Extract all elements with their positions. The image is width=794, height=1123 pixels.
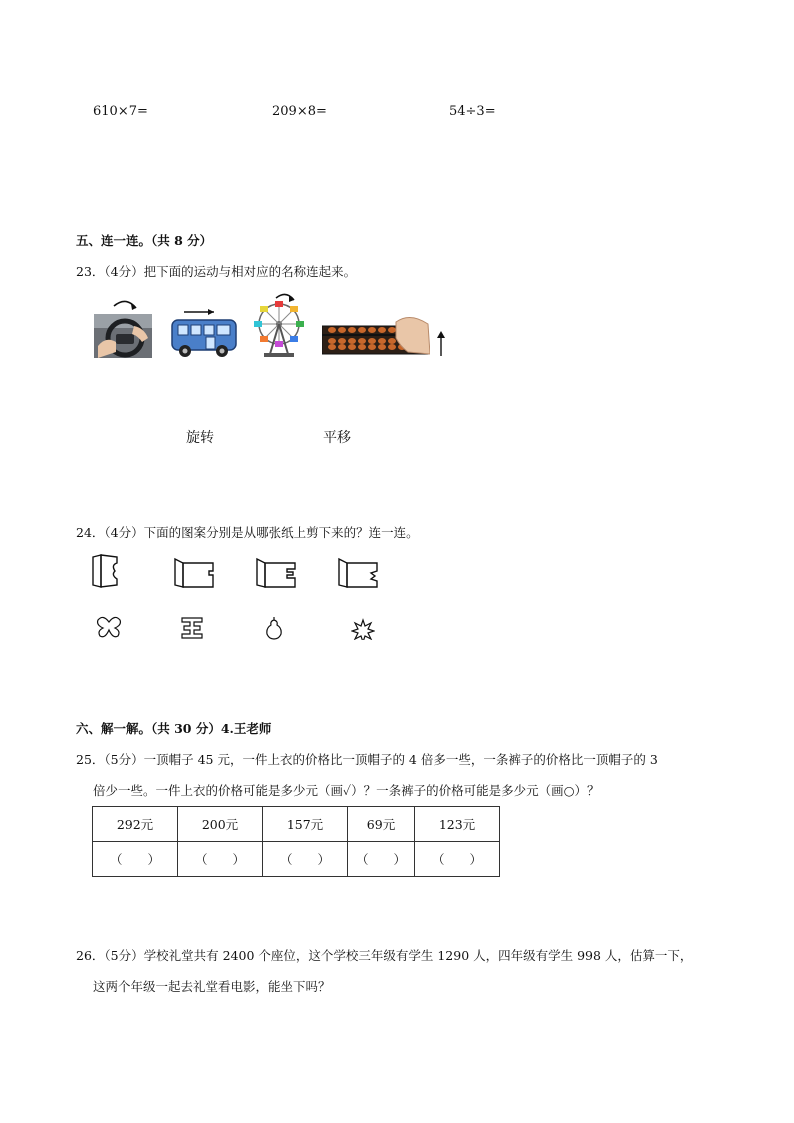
price-table — [92, 806, 500, 877]
price-cell: 292元 — [93, 807, 178, 842]
section-5-title: 五、连一连。（共 8 分） — [76, 233, 213, 248]
answer-blank[interactable]: （ ） — [348, 842, 415, 877]
up-arrow-icon — [434, 330, 448, 358]
price-cell: 157元 — [263, 807, 348, 842]
question-23: 23．（4分）把下面的运动与相对应的名称连起来。 — [76, 264, 357, 279]
question-25-line1: 25．（5分）一顶帽子 45 元，一件上衣的价格比一顶帽子的 4 倍多一些，一条裤子的价格比一顶帽子的 3 — [76, 752, 658, 767]
bus-picture — [170, 306, 238, 358]
folded-paper-1-icon — [91, 553, 121, 589]
label-rotation: 旋转 — [186, 430, 214, 446]
price-cell: 123元 — [415, 807, 500, 842]
wang-character-cutout-icon — [180, 616, 204, 640]
question-26-line2: 这两个年级一起去礼堂看电影，能坐下吗？ — [93, 979, 331, 994]
flower-cutout-icon — [351, 618, 375, 640]
calc-610x7: 610×7= — [93, 104, 148, 119]
steering-wheel-picture — [94, 300, 152, 358]
calc-54div3: 54÷3= — [449, 104, 496, 119]
question-25-line2: 倍少一些。一件上衣的价格可能是多少元（画✓）？一条裤子的价格可能是多少元（画○）？ — [93, 783, 600, 798]
calc-209x8: 209×8= — [272, 104, 327, 119]
folded-paper-2-icon — [173, 557, 215, 589]
answer-blank[interactable]: （ ） — [93, 842, 178, 877]
folded-paper-4-icon — [337, 557, 381, 591]
answer-blank[interactable]: （ ） — [178, 842, 263, 877]
label-translation: 平移 — [323, 430, 351, 446]
answer-blank[interactable]: （ ） — [263, 842, 348, 877]
gourd-cutout-icon — [265, 616, 283, 640]
question-26-line1: 26．（5分）学校礼堂共有 2400 个座位，这个学校三年级有学生 1290 人，四年级有学生 998 人，估算一下， — [76, 948, 693, 963]
price-cell: 69元 — [348, 807, 415, 842]
butterfly-cutout-icon — [96, 616, 122, 640]
folded-paper-3-icon — [255, 557, 297, 589]
price-cell: 200元 — [178, 807, 263, 842]
abacus-picture — [322, 308, 430, 358]
price-row — [93, 807, 500, 842]
section-6-title: 六、解一解。（共 30 分）4.王老师 — [76, 721, 272, 736]
question-24: 24．（4分）下面的图案分别是从哪张纸上剪下来的？连一连。 — [76, 525, 419, 540]
ferris-wheel-picture — [254, 292, 304, 358]
answer-blank[interactable]: （ ） — [415, 842, 500, 877]
answer-row — [93, 842, 500, 877]
